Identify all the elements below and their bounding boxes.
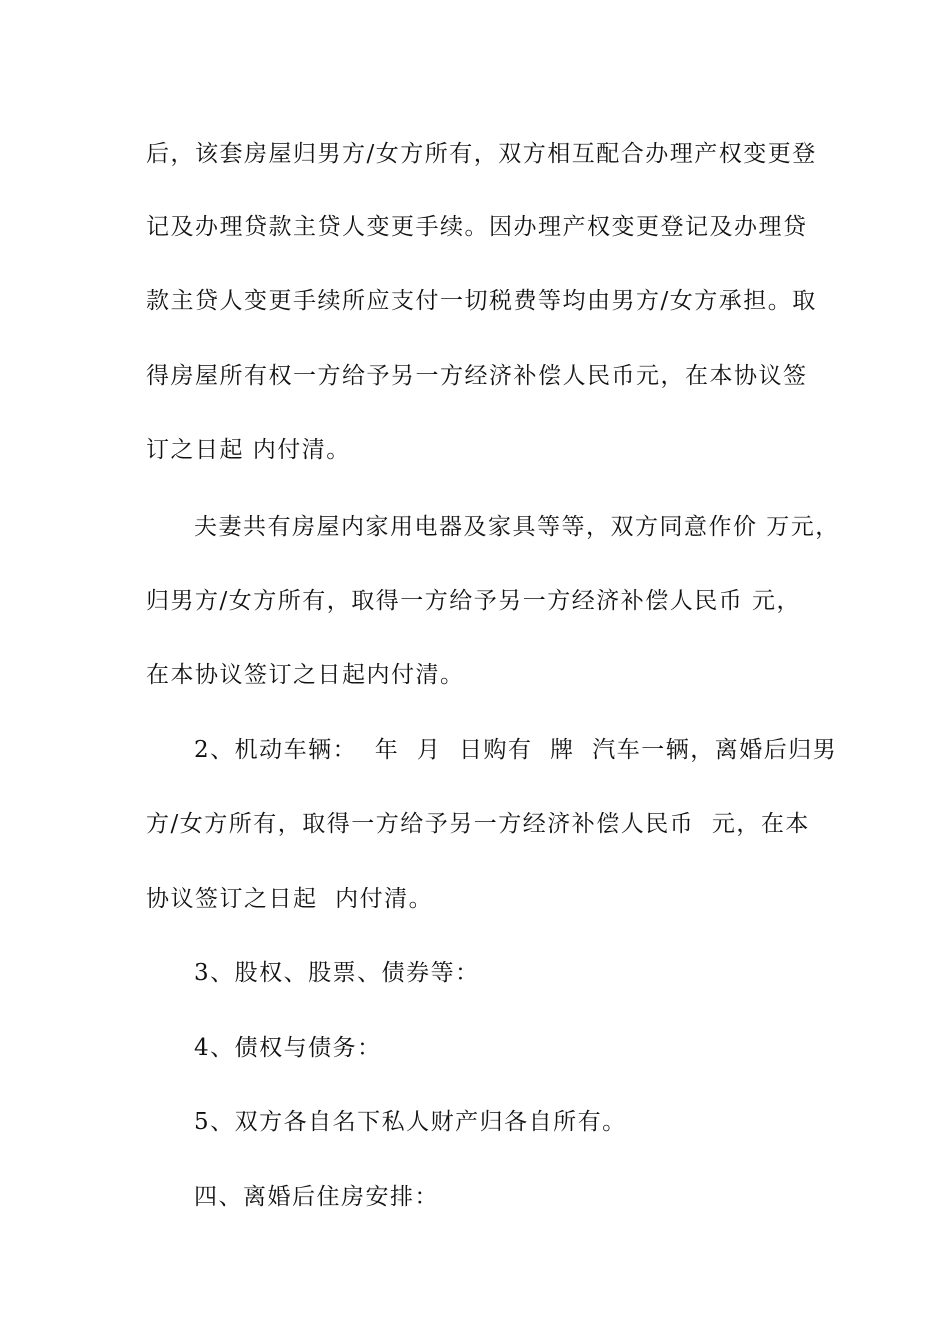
paragraph-line: 2、机动车辆： 年 月 日购有 牌 汽车一辆，离婚后归男 xyxy=(194,737,838,763)
list-item-heading: 3、股权、股票、债券等： xyxy=(194,960,480,986)
paragraph-line: 得房屋所有权一方给予另一方经济补偿人民币元，在本协议签 xyxy=(146,363,808,389)
paragraph-line: 协议签订之日起 内付清。 xyxy=(146,886,434,912)
paragraph-line: 方/女方所有，取得一方给予另一方经济补偿人民币 元，在本 xyxy=(146,811,810,837)
paragraph-line: 在本协议签订之日起内付清。 xyxy=(146,662,465,688)
paragraph-line: 款主贷人变更手续所应支付一切税费等均由男方/女方承担。取 xyxy=(146,288,817,314)
paragraph-line: 记及办理贷款主贷人变更手续。因办理产权变更登记及办理贷 xyxy=(146,214,808,240)
paragraph-line: 订之日起 内付清。 xyxy=(146,437,351,463)
list-item-heading: 5、双方各自名下私人财产归各自所有。 xyxy=(194,1109,627,1135)
paragraph-line: 后，该套房屋归男方/女方所有，双方相互配合办理产权变更登 xyxy=(146,141,817,167)
paragraph-line: 归男方/女方所有，取得一方给予另一方经济补偿人民币 元， xyxy=(146,588,802,614)
paragraph-line: 夫妻共有房屋内家用电器及家具等等，双方同意作价 万元， xyxy=(194,514,840,540)
list-item-heading: 4、债权与债务： xyxy=(194,1035,382,1061)
section-heading: 四、离婚后住房安排： xyxy=(194,1184,439,1210)
